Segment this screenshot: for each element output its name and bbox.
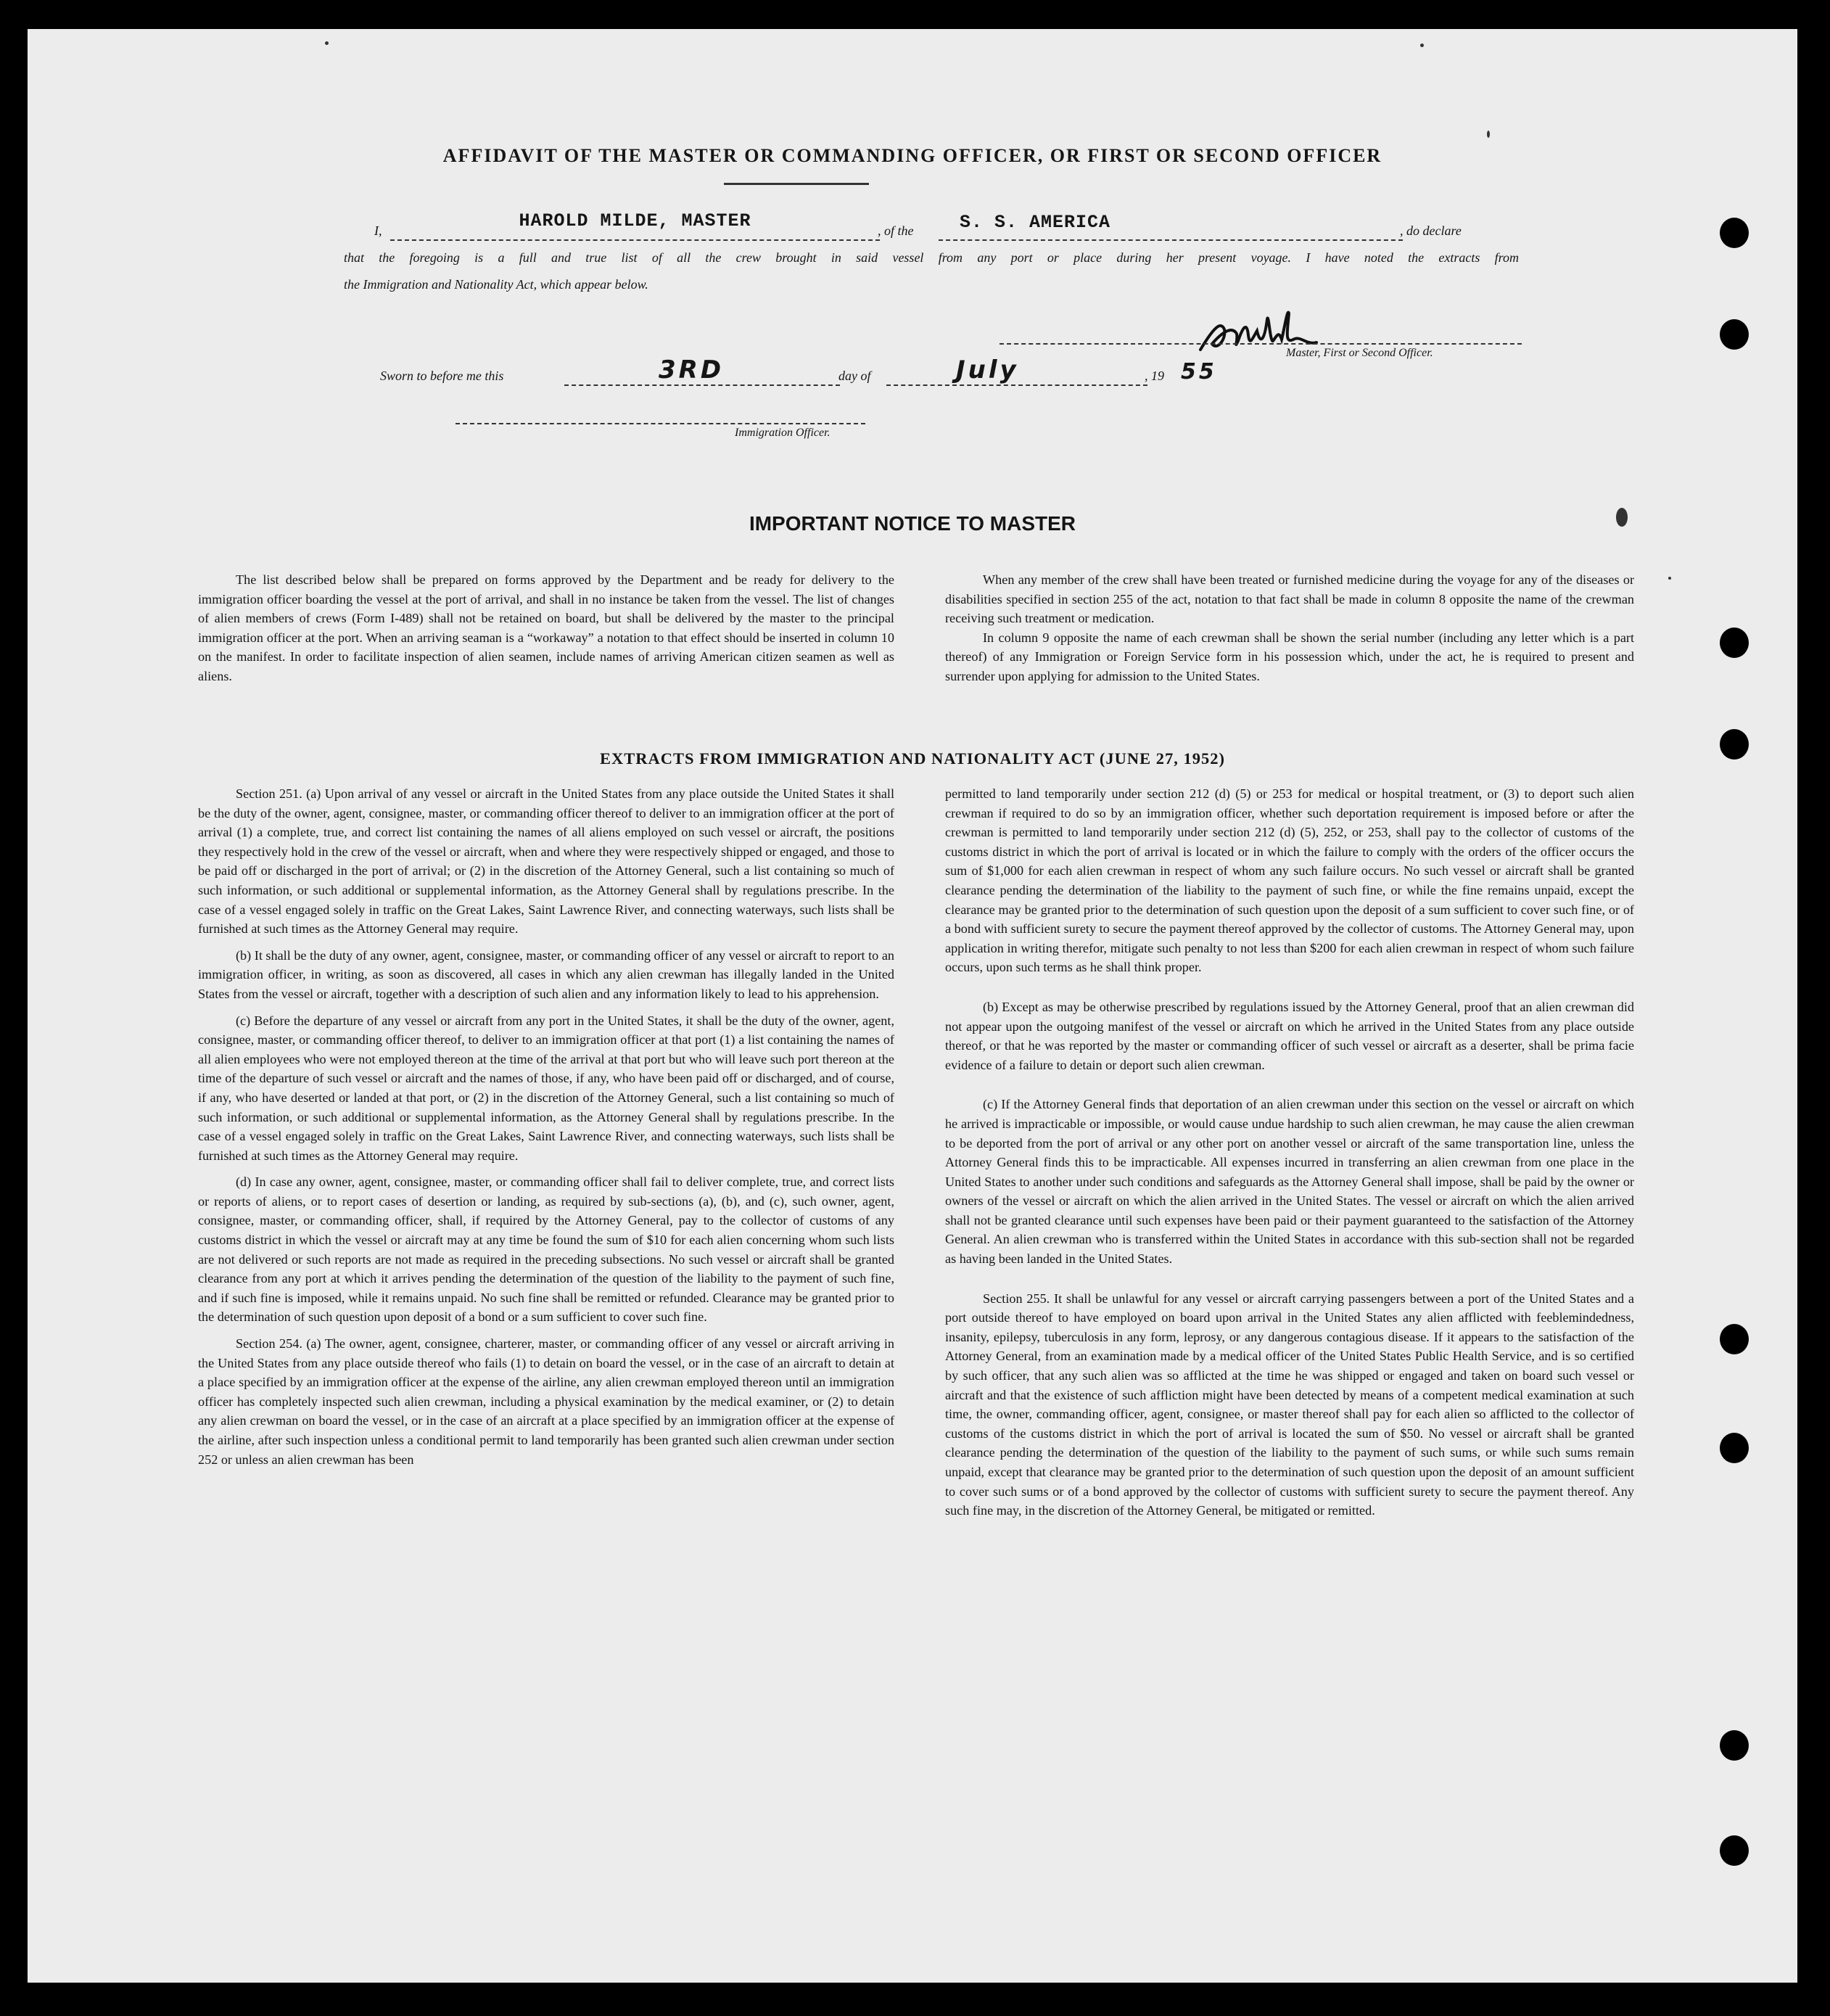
section-251-d: (d) In case any owner, agent, consignee, master, or commanding officer shall fail to deliver complete, true, and correct lists or reports of aliens, or to report cases of desertion or landing, as required by sub-sections (a), (b), and (c), such owner, agent, consignee, master, or commanding officer, shall, if required by the Attorney General, pay to the collector of customs of any customs district in which the vessel or aircraft may at any time be found the sum of $10 for each alien concerning whom such lists are not delivered or such reports are not made as required in the preceding subsections. No such vessel or aircraft shall be granted clearance from any port at which it arrives pending the determination of the question of the liability to the payment of such fine, and if such fine is imposed, while it remains unpaid. No such fine shall be remitted or refunded. Clearance may be granted prior to the determination of such question upon deposit of a bond or a sum sufficient to cover such fine. <box>198 1174 894 1325</box>
immigration-officer-caption: Immigration Officer. <box>735 427 830 439</box>
title-rule <box>724 183 869 185</box>
day-of-text: day of <box>838 369 871 383</box>
immigration-officer-line <box>456 423 865 424</box>
speck <box>325 41 329 45</box>
punch-hole <box>1720 628 1749 658</box>
notice-right-column <box>945 570 1634 686</box>
year-prefix: , 19 <box>1145 369 1164 383</box>
sworn-prefix: Sworn to before me this <box>380 369 504 383</box>
speck <box>1420 44 1424 47</box>
speck <box>1616 508 1628 527</box>
section-251-b: (b) It shall be the duty of any owner, agent, consignee, master, or commanding officer of any vessel or aircraft to report to an immigration officer, in writing, as soon as discovered, all cases in which any alien crewman has illegally landed in the United States from the vessel or aircraft, together with a description of such alien and any information likely to lead to his apprehension. <box>198 947 894 1001</box>
section-251-a: Section 251. (a) Upon arrival of any vessel or aircraft in the United States from any place outside the United States it shall be the duty of the owner, agent, consignee, master, or commanding officer thereof to deliver to an immigration officer at the port of arrival (1) a complete, true, and correct list containing the names of all aliens employed on such vessel or aircraft, the positions they respectively hold in the crew of the vessel or aircraft, when and where they were respectively shipped or engaged, and those to be paid off or discharged in the port of arrival; or (2) in the discretion of the Attorney General, such a list containing so much of such information, or such additional or supplemental information, as the Attorney General shall by regulations prescribe. In the case of a vessel engaged solely in traffic on the Great Lakes, Saint Lawrence River, and connecting waterways, such lists shall be furnished at such times as the Attorney General may require. <box>198 786 894 937</box>
prefix-i: I, <box>374 223 382 238</box>
notice-left-paragraph: The list described below shall be prepared on forms approved by the Department and be ready for delivery to the immigration officer boarding the vessel at the port of arrival, and shall in no instance be taken from the vessel. The list of changes of alien members of crews (Form I-489) shall not be retained on board, but shall be delivered by the master to the principal immigration officer at the port. When an arriving seaman is a “workaway” a notation to that effect should be inserted in column 10 on the manifest. In order to facilitate inspection of alien seamen, include names of arriving American citizen seamen as well as aliens. <box>198 572 894 683</box>
sworn-month-line <box>886 384 1147 386</box>
section-251-c: (c) Before the departure of any vessel or aircraft from any port in the United States, it shall be the duty of the owner, agent, consignee, master, or commanding officer thereof, to deliver to an immigration officer at that port (1) a list containing the names of all alien employees who were not employed thereon at the time of the arrival at that port but who will leave such port thereon at the time of the departure of such vessel or aircraft and the names of those, if any, who have been paid off or discharged, and of course, if any, who have deserted or landed at that port, or (2) in the discretion of the Attorney General, such a list containing so much of such information, or such additional or supplemental information, as the Attorney General shall by regulations prescribe. In the case of a vessel engaged solely in traffic on the Great Lakes, Saint Lawrence River, and connecting waterways, such lists shall be furnished at such times as the Attorney General may require. <box>198 1013 894 1163</box>
master-name-line <box>390 239 880 241</box>
punch-hole <box>1720 218 1749 248</box>
signature-line <box>1000 343 1522 345</box>
notice-left-column <box>198 570 894 686</box>
punch-hole <box>1720 1324 1749 1354</box>
sworn-month: July <box>956 355 1019 384</box>
sworn-day-line <box>564 384 840 386</box>
sworn-year: 55 <box>1181 359 1217 384</box>
section-254-c: (c) If the Attorney General finds that deportation of an alien crewman under this section on the vessel or aircraft on which he arrived is impracticable or impossible, or would cause undue hardship to such alien crewman, he may cause the alien crewman to be deported from the port of arrival or any other port on another vessel or aircraft of the same transportation line, unless the Attorney General finds this to be impracticable. All expenses incurred in transferring an alien crewman from one place in the United States to another under such conditions and safeguards as the Attorney General shall impose, shall be paid by the owner or owners of the vessel or aircraft on which the alien arrived in the United States. The vessel or aircraft on which the alien arrived shall not be granted clearance until such expenses have been paid or their payment guaranteed to the satisfaction of the Attorney General. An alien crewman who is transferred within the United States in accordance with this sub-section shall not be regarded as having been landed in the United States. <box>945 1097 1634 1267</box>
section-254-b: (b) Except as may be otherwise prescribed by regulations issued by the Attorney General, proof that an alien crewman did not appear upon the outgoing manifest of the vessel or aircraft on which he arrived in the United States from any place outside thereof, or that he was reported by the master or commanding officer of such vessel or aircraft as a deserter, shall be prima facie evidence of a failure to detain or deport such alien crewman. <box>945 999 1634 1072</box>
section-255: Section 255. It shall be unlawful for any vessel or aircraft carrying passengers between a port of the United States and a port outside thereof to have employed on board upon arrival in the United States any alien afflicted with feeblemindedness, insanity, epilepsy, tuberculosis in any form, leprosy, or any dangerous contagious disease. If it appears to the satisfaction of the Attorney General, from an examination made by a medical officer of the United States Public Health Service, and is so certified by such officer, that any such alien was so afflicted at the time he was shipped or engaged and taken on board such vessel or aircraft and that the existence of such affliction might have been detected by means of a competent medical examination at such time, the owner, commanding officer, agent, consignee, or master thereof shall pay for each alien so afflicted to the collector of customs of the customs district in which the port of arrival is located the sum of $50. No vessel or aircraft shall be granted clearance pending the determination of the question of the liability to the payment of such sums, or while such sums remain unpaid, except that clearance may be granted prior to the determination of such question upon the deposit of an amount sufficient to cover such sums or of a bond approved by the collector of customs with sufficient surety to secure the payment thereof. Any such fine may, in the discretion of the Attorney General, be mitigated or remitted. <box>945 1291 1634 1518</box>
punch-hole <box>1720 729 1749 760</box>
notice-title: IMPORTANT NOTICE TO MASTER <box>749 512 1076 535</box>
declaration-line-2: the Immigration and Nationality Act, which appear below. <box>344 277 648 292</box>
signature-caption: Master, First or Second Officer. <box>1286 347 1433 359</box>
master-name: HAROLD MILDE, MASTER <box>519 210 751 231</box>
affidavit-title: AFFIDAVIT OF THE MASTER OR COMMANDING OFFICER, OR FIRST OR SECOND OFFICER <box>442 145 1382 166</box>
of-the-text: , of the <box>878 223 914 238</box>
punch-hole <box>1720 319 1749 350</box>
speck <box>1668 577 1671 580</box>
extracts-right-column <box>945 784 1634 1521</box>
document-page <box>28 29 1797 1983</box>
extracts-title: EXTRACTS FROM IMMIGRATION AND NATIONALITY ACT (JUNE 27, 1952) <box>599 749 1226 768</box>
speck <box>1487 131 1490 138</box>
section-254-a-continued: permitted to land temporarily under section 212 (d) (5) or 253 for medical or hospital treatment, or (3) to deport such alien crewman if required to do so by an immigration officer, whether such deportation requirement is imposed before or after the crewman is permitted to land temporarily under section 212 (d) (5), 252, or 253, shall pay to the collector of customs of the customs district in which the port of arrival is located or in which the failure to comply with the orders of the officer occurs the sum of $1,000 for each alien crewman in respect of whom any such failure occurs. No such vessel or aircraft shall be granted clearance pending the determination of the liability to the payment of such fine, or while the fine remains unpaid, except the clearance may be granted prior to the determination of such question upon the deposit of a sum sufficient to cover such fine, or of a bond with sufficient surety to secure the payment thereof approved by the collector of customs. The Attorney General may, upon application in writing therefor, mitigate such penalty to not less than $200 for each alien crewman in respect of whom such failure occurs, upon such terms as he shall think proper. <box>945 786 1634 975</box>
punch-hole <box>1720 1835 1749 1866</box>
punch-hole <box>1720 1433 1749 1463</box>
do-declare-text: , do declare <box>1400 223 1462 238</box>
notice-right-paragraph-2: In column 9 opposite the name of each crewman shall be shown the serial number (including any letter which is a part thereof) of any Immigration or Foreign Service form in his possession which, under the act, he is required to present and surrender upon applying for admission to the United States. <box>945 630 1634 683</box>
vessel-name: S. S. AMERICA <box>960 212 1111 233</box>
punch-hole <box>1720 1730 1749 1761</box>
notice-right-paragraph-1: When any member of the crew shall have been treated or furnished medicine during the voyage for any of the diseases or disabilities specified in section 255 of the act, notation to that fact shall be made in column 8 opposite the name of the crewman receiving such treatment or medication. <box>945 572 1634 626</box>
sworn-day: 3RD <box>659 355 725 384</box>
vessel-name-line <box>939 239 1403 241</box>
section-254-a: Section 254. (a) The owner, agent, consignee, charterer, master, or commanding officer of any vessel or aircraft arriving in the United States from any place outside thereof who fails (1) to detain on board the vessel, or in the case of an aircraft to detain at a place specified by an immigration officer at the expense of the airline, any alien crewman employed thereon until an immigration officer has completely inspected such alien crewman, including a physical examination by the medical examiner, or (2) to detain any alien crewman on board the vessel, or in the case of an aircraft at a place specified by an immigration officer at the expense of the airline, after such inspection unless a conditional permit to land temporarily has been granted such alien crewman under section 252 or unless an alien crewman has been <box>198 1336 894 1467</box>
declaration-line-1: that the foregoing is a full and true list of all the crew brought in said vessel from any port or place during her present voyage. I have noted the extracts from <box>344 250 1519 265</box>
extracts-left-column <box>198 784 894 1469</box>
